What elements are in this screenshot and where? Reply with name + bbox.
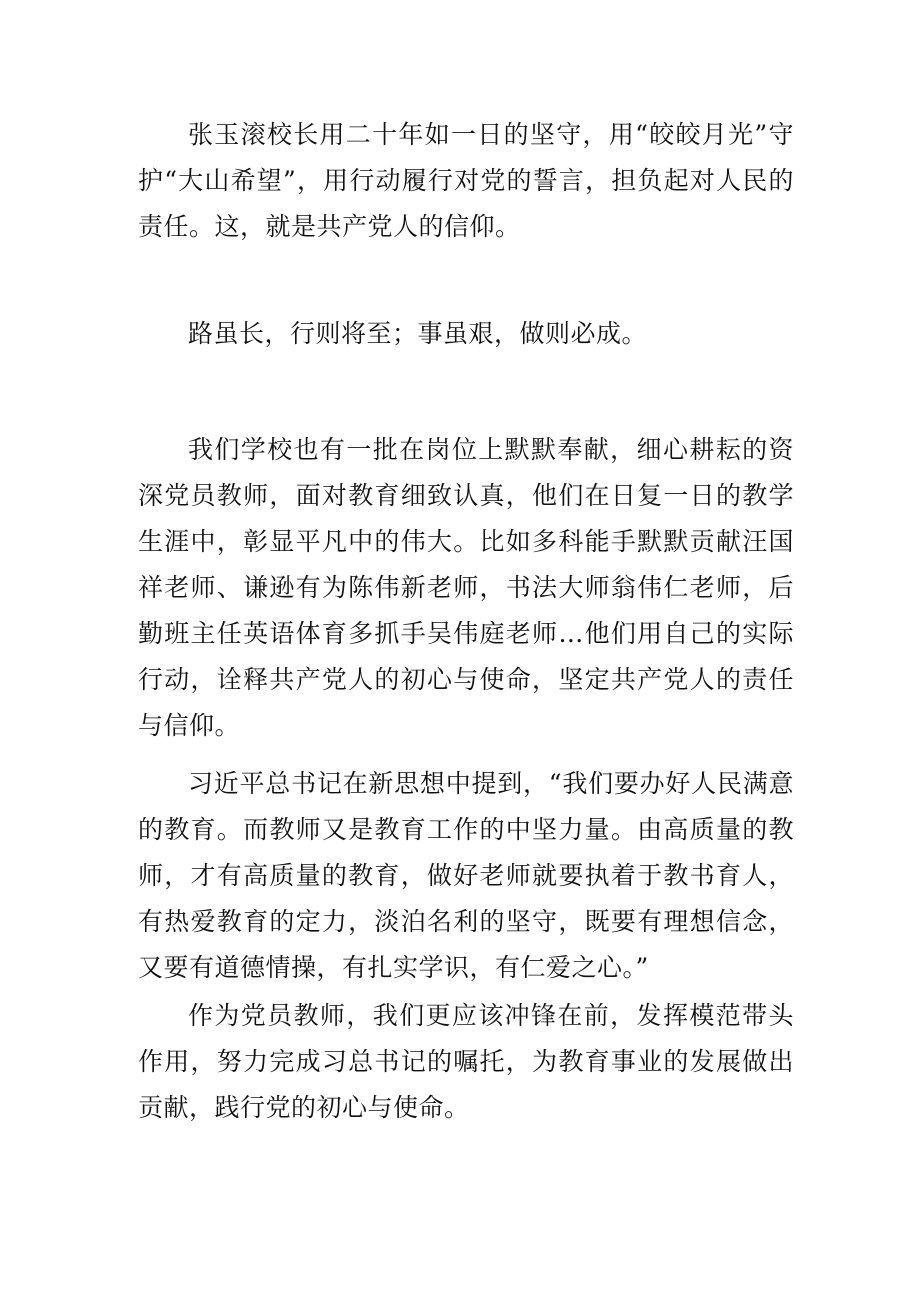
paragraph: 作为党员教师，我们更应该冲锋在前，发挥模范带头作用，努力完成习总书记的嘱托，为教育事业的发展做出贡献，践行党的初心与使命。 [138, 1001, 794, 1122]
paragraph: 我们学校也有一批在岗位上默默奉献，细心耕耘的资深党员教师，面对教育细致认真，他们在日复一日的教学生涯中，彰显平凡中的伟大。比如多科能手默默贡献汪国祥老师、谦逊有为陈伟新老师，书法大师翁伟仁老师，后勤班主任英语体育多抓手吴伟庭老师…他们用自己的实际行动，诠释共产党人的初心与使命，坚定共产党人的责任与信仰。 [138, 435, 794, 740]
paragraph: 习近平总书记在新思想中提到，“我们要办好人民满意的教育。而教师又是教育工作的中坚力量。由高质量的教师，才有高质量的教育，做好老师就要执着于教书育人，有热爱教育的定力，淡泊名利的坚守，既要有理想信念，又要有道德情操，有扎实学识，有仁爱之心。” [138, 769, 794, 982]
paragraph: 张玉滚校长用二十年如一日的坚守，用“皎皎月光”守护“大山希望”，用行动履行对党的誓言，担负起对人民的责任。这，就是共产党人的信仰。 [138, 120, 794, 241]
paragraph: 路虽长，行则将至；事虽艰，做则必成。 [188, 319, 648, 348]
